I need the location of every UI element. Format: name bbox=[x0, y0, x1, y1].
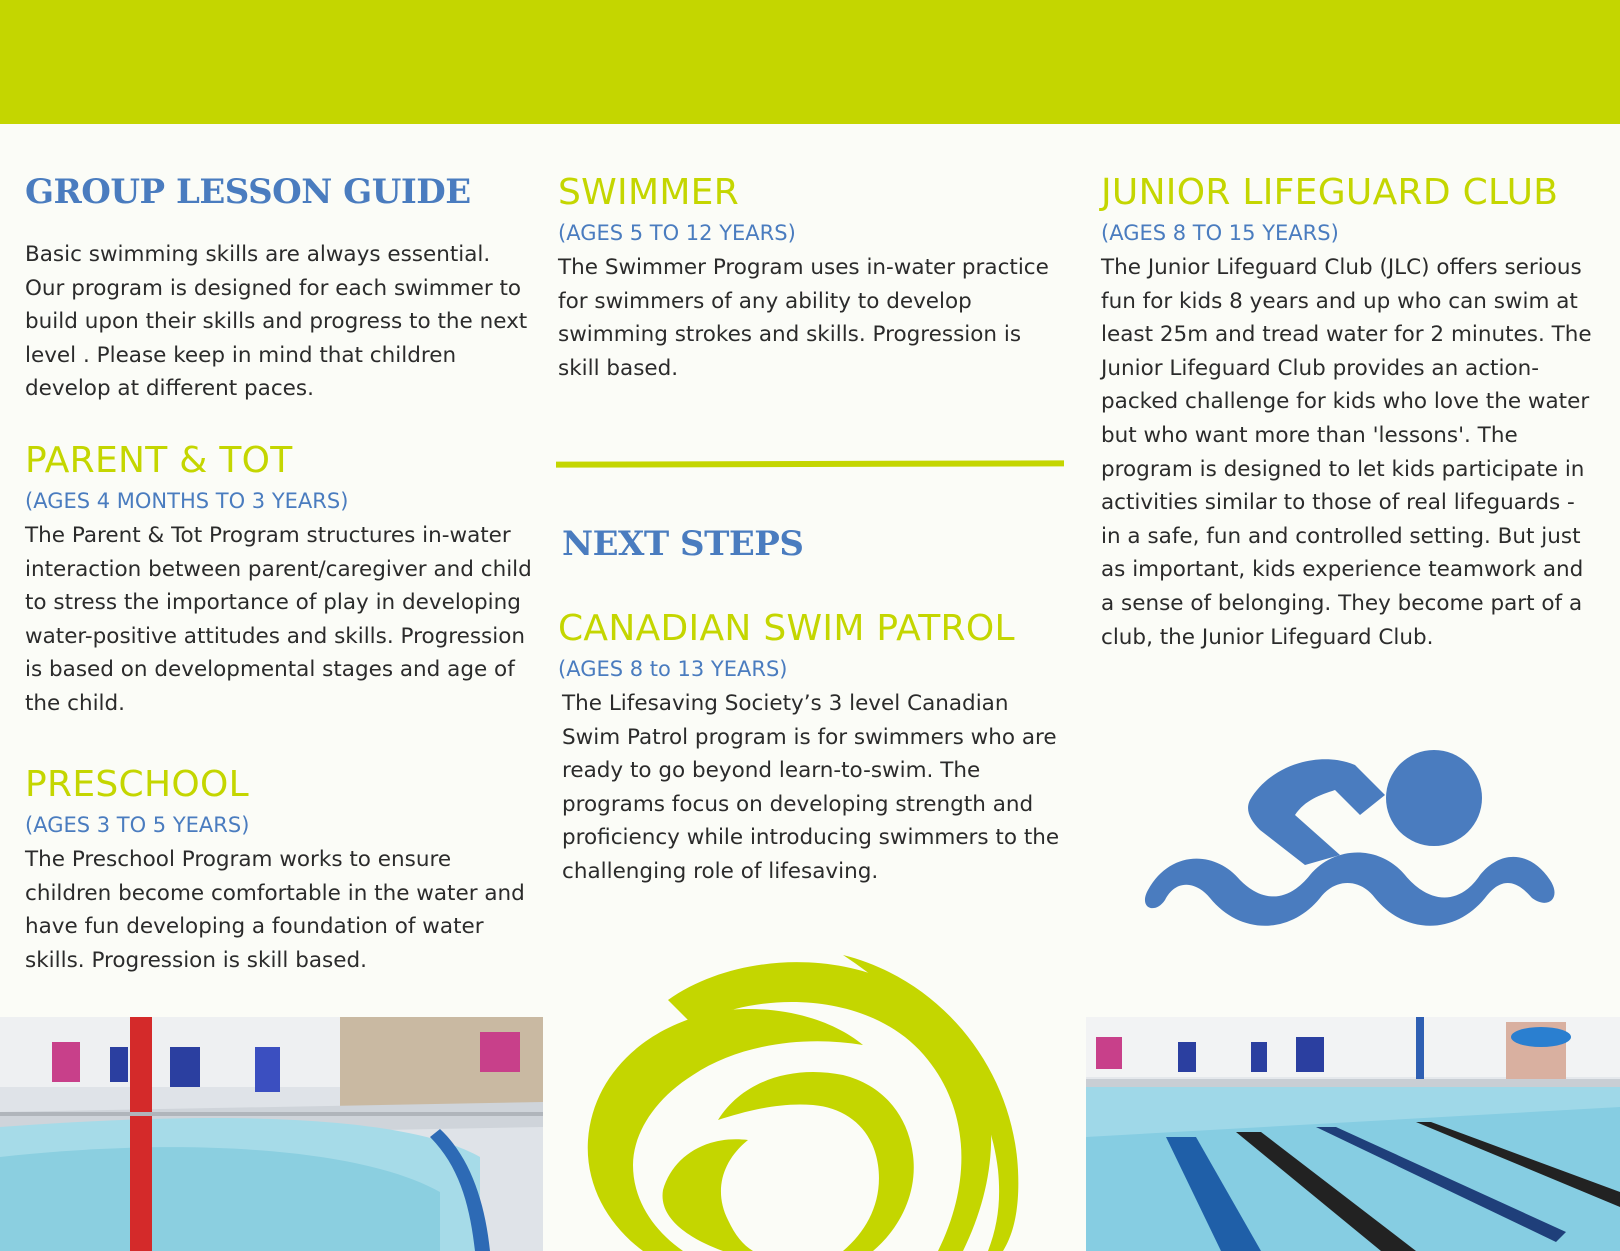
swim-patrol-text: The Lifesaving Society’s 3 level Canadian Swim Patrol program is for swimmers who are ready to go beyond learn-to-swim. The programs focus on developing strength and proficiency while introducing swimmers to the challenging role of lifesaving. bbox=[562, 691, 1060, 884]
junior-lifeguard-ages: (AGES 8 TO 15 YEARS) bbox=[1101, 221, 1339, 245]
swimmer-section bbox=[558, 172, 1068, 385]
swim-patrol-section bbox=[558, 608, 1068, 889]
pool-photo-right bbox=[1086, 1017, 1620, 1251]
preschool-section bbox=[25, 764, 535, 977]
parent-tot-ages: (AGES 4 MONTHS TO 3 YEARS) bbox=[25, 489, 349, 513]
column-left bbox=[25, 172, 535, 973]
swoosh-logo bbox=[543, 950, 1086, 1251]
swimmer-text: The Swimmer Program uses in-water practice for swimmers of any ability to develop swimming strokes and skills. Progression is skill based. bbox=[558, 255, 1049, 381]
junior-lifeguard-text: The Junior Lifeguard Club (JLC) offers serious fun for kids 8 years and up who can swim at least 25m and tread water for 2 minutes. The Junior Lifeguard Club provides an action-packed challenge for kids who love the water but who want more than 'lessons'. The program is designed to let kids participate in activities similar to those of real lifeguards - in a safe, fun and controlled setting. But just as important, kids experience teamwork and a sense of belonging. They become part of a club, the Junior Lifeguard Club. bbox=[1101, 255, 1592, 650]
junior-lifeguard-section bbox=[1101, 172, 1601, 654]
parent-tot-title: PARENT & TOT bbox=[25, 440, 293, 481]
top-banner bbox=[0, 0, 1620, 124]
preschool-title: PRESCHOOL bbox=[25, 764, 249, 805]
swimmer-icon bbox=[1130, 740, 1570, 940]
preschool-ages: (AGES 3 TO 5 YEARS) bbox=[25, 813, 250, 837]
swim-patrol-title: CANADIAN SWIM PATROL bbox=[558, 608, 1015, 649]
swimmer-ages: (AGES 5 TO 12 YEARS) bbox=[558, 221, 796, 245]
swim-patrol-ages: (AGES 8 to 13 YEARS) bbox=[558, 657, 788, 681]
page-title: GROUP LESSON GUIDE bbox=[25, 172, 471, 212]
column-middle bbox=[558, 172, 1068, 385]
pool-photo-left bbox=[0, 1017, 543, 1251]
section-divider bbox=[556, 460, 1064, 467]
parent-tot-text: The Parent & Tot Program structures in-water interaction between parent/caregiver and child to stress the importance of play in developing water-positive attitudes and skills. Progression is based on developmental stages and age of the child. bbox=[25, 523, 532, 716]
intro-text: Basic swimming skills are always essential. Our program is designed for each swimmer to build upon their skills and progress to the next level . Please keep in mind that children develop at different paces. bbox=[25, 242, 528, 402]
swimmer-title: SWIMMER bbox=[558, 172, 740, 213]
preschool-text: The Preschool Program works to ensure children become comfortable in the water and have fun developing a foundation of water skills. Progression is skill based. bbox=[25, 847, 525, 973]
intro-section bbox=[25, 172, 535, 406]
next-steps-title: NEXT STEPS bbox=[562, 524, 804, 564]
junior-lifeguard-title: JUNIOR LIFEGUARD CLUB bbox=[1101, 172, 1559, 213]
column-right bbox=[1101, 172, 1601, 654]
parent-tot-section bbox=[25, 440, 535, 721]
